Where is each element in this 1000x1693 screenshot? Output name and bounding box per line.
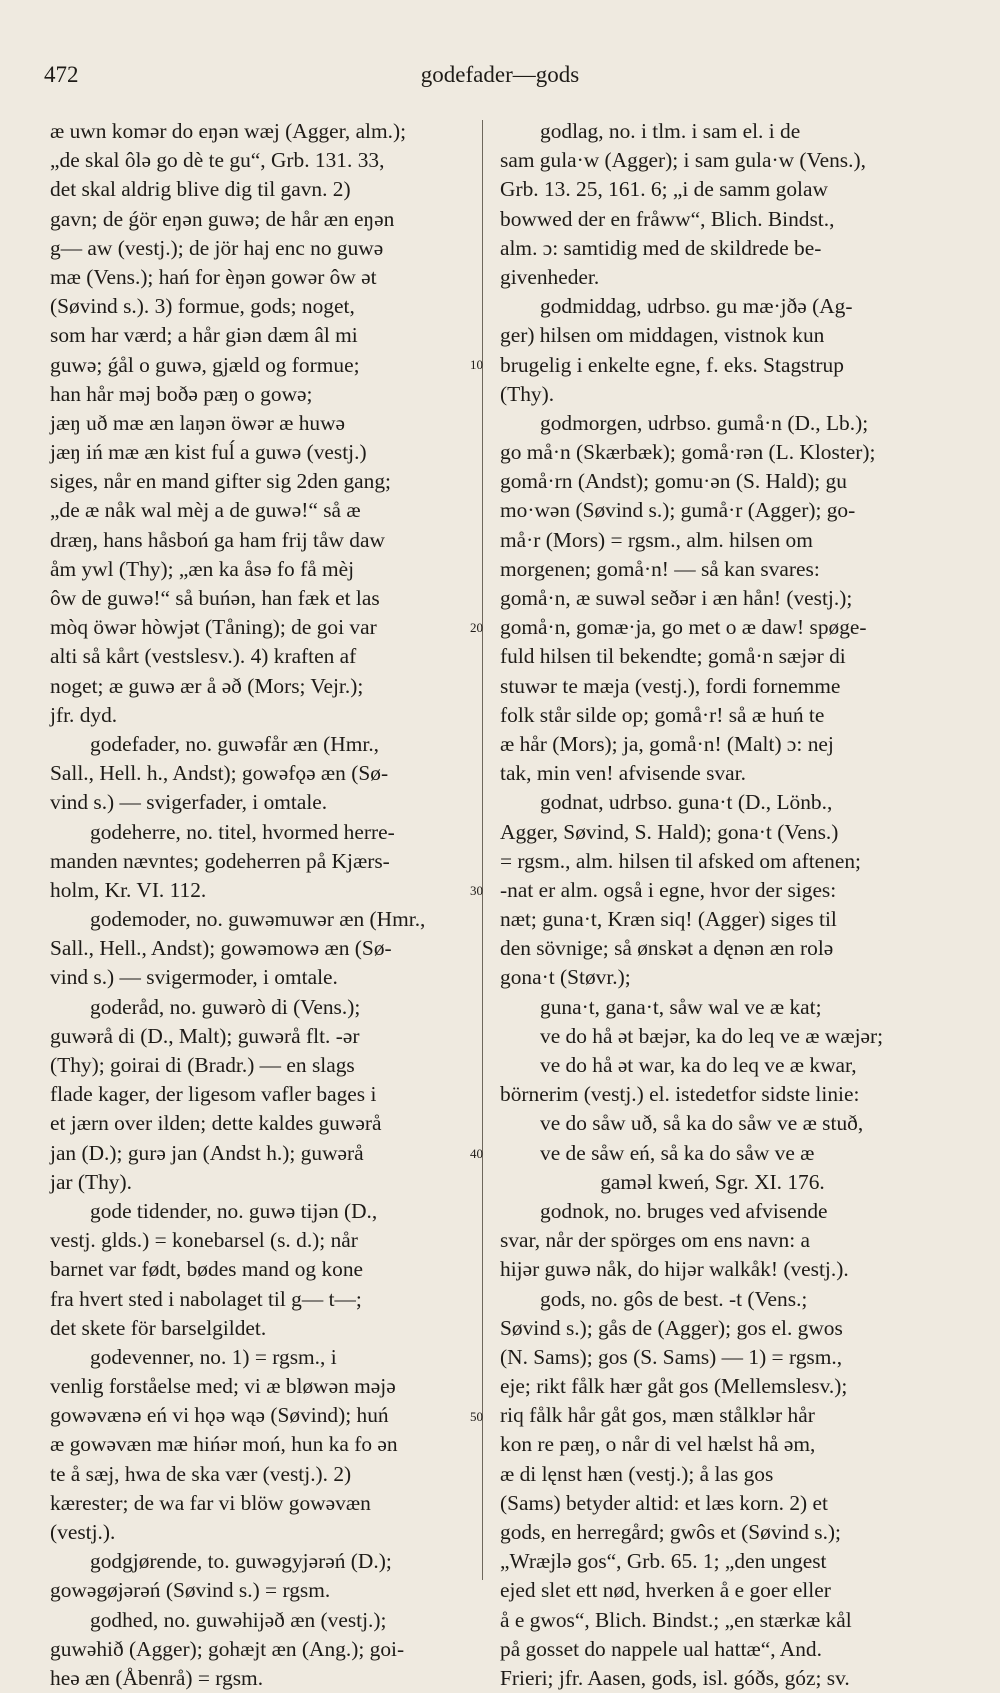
text-line: gods, no. gôs de best. -t (Vens.;: [540, 1286, 808, 1311]
text-line: hijər guwə nåk, do hijər walkåk! (vestj.).: [500, 1257, 849, 1282]
text-line: vestj. glds.) = konebarsel (s. d.); når: [50, 1228, 358, 1253]
text-line: godnok, no. bruges ved afvisende: [540, 1198, 828, 1223]
text-line: gaməl kweń, Sgr. XI. 176.: [600, 1169, 825, 1194]
text-line: dræŋ, hans håsboń ga ham frij tåw daw: [50, 527, 385, 552]
text-line: givenheder.: [500, 264, 600, 289]
text-line: siges, når en mand gifter sig 2den gang;: [50, 469, 391, 494]
text-line: godmiddag, udrbso. gu mæ·jðə (Ag-: [540, 294, 853, 319]
text-line: jar (Thy).: [50, 1169, 132, 1194]
text-line: barnet var født, bødes mand og kone: [50, 1257, 364, 1282]
text-line: vind s.) — svigerfader, i omtale.: [50, 790, 328, 815]
text-line: heə æn (Åbenrå) = rgsm.: [50, 1665, 264, 1690]
text-line: vind s.) — svigermoder, i omtale.: [50, 965, 338, 990]
text-line: næt; guna·t, Kræn siq! (Agger) siges til: [500, 907, 837, 932]
text-line: börnerim (vestj.) el. istedetfor sidste linie:: [500, 1082, 860, 1107]
text-line: goderåd, no. guwərò di (Vens.);: [90, 994, 361, 1019]
text-line: Søvind s.); gås de (Agger); gos el. gwos: [500, 1315, 843, 1340]
text-line: te å sæj, hwa de ska vær (vestj.). 2): [50, 1461, 352, 1486]
text-line: godlag, no. i tlm. i sam el. i de: [540, 119, 801, 143]
text-line: stuwər te mæja (vestj.), fordi fornemme: [500, 673, 841, 698]
text-line: gona·t (Støvr.);: [500, 965, 631, 990]
text-line: et jærn over ilden; dette kaldes guwərå: [50, 1111, 382, 1136]
text-line: det skal aldrig blive dig til gavn. 2): [50, 177, 351, 202]
text-line: æ uwn komər do eŋən wæj (Agger, alm.);: [50, 119, 407, 143]
text-line: ve do hå ət bæjər, ka do leq ve æ wæjər;: [540, 1023, 884, 1048]
text-line: jan (D.); gurə jan (Andst h.); guwərå: [50, 1140, 364, 1165]
text-line: kon re pæŋ, o når di vel hælst hå əm,: [500, 1432, 816, 1457]
text-line: guwə; ǵål o guwə, gjæld og formue;: [50, 352, 360, 377]
text-line: ve de såw eń, så ka do såw ve æ: [540, 1140, 815, 1165]
text-line: fuld hilsen til bekendte; gomå·n sæjər di: [500, 644, 846, 669]
line-number: 50: [470, 1409, 483, 1424]
right-column: [500, 117, 925, 1693]
text-line: g— aw (vestj.); de jör haj enc no guwə: [50, 235, 384, 260]
text-line: flade kager, der ligesom vafler bages i: [50, 1082, 377, 1107]
text-line: godevenner, no. 1) = rgsm., i: [90, 1344, 337, 1369]
text-line: (N. Sams); gos (S. Sams) — 1) = rgsm.,: [500, 1344, 843, 1369]
line-number: 20: [470, 620, 483, 635]
text-line: gowəgøjərəń (Søvind s.) = rgsm.: [50, 1578, 331, 1603]
text-line: bowwed der en fråww“, Blich. Bindst.,: [500, 206, 835, 231]
text-line: mæ (Vens.); hań for èŋən gowər ôw ət: [50, 264, 377, 289]
text-line: gode tidender, no. guwə tiјən (D.,: [90, 1198, 378, 1223]
text-line: (Sams) betyder altid: et læs korn. 2) et: [500, 1490, 828, 1515]
text-line: Grb. 13. 25, 161. 6; „i de samm golaw: [500, 177, 828, 202]
text-line: han hår məj boðə pæŋ o gowə;: [50, 381, 313, 406]
text-line: brugelig i enkelte egne, f. eks. Stagstrup: [500, 352, 844, 377]
text-line: „de skal ôlə go dè te gu“, Grb. 131. 33,: [50, 148, 385, 173]
text-line: gods, en herregård; gwôs et (Søvind s.);: [500, 1520, 841, 1544]
text-line: gowəvænə eń vi hǫə wąə (Søvind); huń: [50, 1403, 389, 1428]
line-number: 30: [470, 883, 483, 898]
text-line: godnat, udrbso. guna·t (D., Lönb.,: [540, 790, 833, 815]
text-line: jæŋ uð mæ æn laŋən öwər æ huwə: [50, 410, 346, 435]
text-line: gavn; de ǵör eŋən guwə; de hår æn eŋən: [50, 206, 395, 231]
column-divider: [482, 120, 483, 1580]
page-number: 472: [44, 62, 79, 87]
text-line: (Søvind s.). 3) formue, gods; noget,: [50, 294, 355, 319]
text-line: „de æ nåk wal mèj a de guwə!“ så æ: [50, 498, 361, 523]
text-line: kærester; de wa far vi blöw gowəvæn: [50, 1490, 371, 1515]
text-line: Sall., Hell. h., Andst); gowəfǫə æn (Sø-: [50, 761, 389, 786]
text-line: jæŋ iń mæ æn kist fuĺ a guwə (vestj.): [50, 440, 367, 465]
text-line: godeherre, no. titel, hvormed herre-: [90, 819, 395, 844]
text-line: folk står silde op; gomå·r! så æ huń te: [500, 702, 825, 727]
text-line: ôw de guwə!“ så buńən, han fæk et las: [50, 586, 380, 610]
text-line: mo·wən (Søvind s.); gumå·r (Agger); go-: [500, 498, 856, 523]
left-column: [50, 117, 468, 1693]
text-line: -nat er alm. også i egne, hvor der siges:: [500, 877, 837, 902]
page-header: [44, 62, 956, 96]
text-line: godgjørende, to. guwəgyjərəń (D.);: [90, 1549, 392, 1574]
text-line: godmorgen, udrbso. gumå·n (D., Lb.);: [540, 410, 869, 435]
text-line: ve do såw uð, så ka do såw ve æ stuð,: [540, 1111, 864, 1136]
line-number: 10: [470, 357, 483, 372]
text-line: guwəhið (Agger); gohæjt æn (Ang.); goi-: [50, 1636, 405, 1661]
text-line: morgenen; gomå·n! — så kan svares:: [500, 556, 820, 581]
text-line: æ hår (Mors); ja, gomå·n! (Malt) ɔ: nej: [500, 731, 834, 756]
text-line: holm, Kr. VI. 112.: [50, 877, 207, 902]
text-line: åm ywl (Thy); „æn ka åsə fo få mèj: [50, 556, 355, 581]
text-line: (Thy).: [500, 381, 555, 406]
text-line: (vestj.).: [50, 1520, 116, 1544]
line-number: 40: [470, 1146, 483, 1161]
text-line: jfr. dyd.: [50, 702, 118, 727]
text-line: Agger, Søvind, S. Hald); gona·t (Vens.): [500, 819, 839, 844]
text-line: ejed slet ett nød, hverken å e goer eller: [500, 1578, 831, 1603]
running-head: godefader—gods: [420, 62, 580, 87]
text-line: riq fålk hår gåt gos, mæn stålklər hår: [500, 1403, 815, 1428]
text-line: æ gowəvæn mæ hińər moń, hun ka fo ən: [50, 1432, 398, 1457]
text-line: fra hvert sted i nabolaget til g— t—;: [50, 1286, 362, 1311]
text-line: gomå·n, gomæ·ja, go met o æ daw! spøge-: [500, 615, 867, 640]
text-line: alti så kårt (vestslesv.). 4) kraften af: [50, 644, 357, 669]
text-line: Frieri; jfr. Aasen, gods, isl. góðs, góz; sv.: [500, 1665, 850, 1690]
text-line: ve do hå ət war, ka do leq ve æ kwar,: [540, 1053, 857, 1077]
text-line: godhed, no. guwəhiјəð æn (vestj.);: [90, 1607, 387, 1632]
text-line: Sall., Hell., Andst); gowəmowə æn (Sø-: [50, 936, 392, 961]
text-line: manden nævntes; godeherren på Kjærs-: [50, 848, 390, 873]
text-line: = rgsm., alm. hilsen til afsked om aftenen;: [500, 848, 861, 873]
text-line: (Thy); goirai di (Bradr.) — en slags: [50, 1053, 355, 1077]
text-line: godefader, no. guwəfår æn (Hmr.,: [90, 731, 380, 756]
text-line: som har værd; a hår giən dæm âl mi: [50, 323, 358, 348]
text-line: „Wræjlə gos“, Grb. 65. 1; „den ungest: [500, 1549, 827, 1574]
text-line: det skete för barselgildet.: [50, 1315, 267, 1340]
text-line: sam gula·w (Agger); i sam gula·w (Vens.),: [500, 148, 866, 173]
text-line: svar, når der spörges om ens navn: a: [500, 1228, 811, 1253]
text-line: gomå·n, æ suwəl seðər i æn hån! (vestj.);: [500, 586, 853, 610]
text-line: må·r (Mors) = rgsm., alm. hilsen om: [500, 527, 813, 552]
text-line: å e gwos“, Blich. Bindst.; „en stærkæ kål: [500, 1607, 852, 1632]
text-line: noget; æ guwə ær å əð (Mors; Vejr.);: [50, 673, 364, 698]
text-line: guna·t, gana·t, såw wal ve æ kat;: [540, 994, 822, 1019]
text-line: æ di lęnst hæn (vestj.); å las gos: [500, 1461, 774, 1486]
text-line: den sövnige; så ønskət a dęnən æn rolə: [500, 936, 834, 961]
text-line: godemoder, no. guwəmuwər æn (Hmr.,: [90, 907, 426, 932]
text-line: på gosset do nappele ual hattæ“, And.: [500, 1636, 822, 1661]
text-line: gomå·rn (Andst); gomu·ən (S. Hald); gu: [500, 469, 847, 494]
text-line: alm. ɔ: samtidig med de skildrede be-: [500, 235, 822, 260]
text-line: venlig forståelse med; vi æ bløwən məjə: [50, 1374, 396, 1399]
text-line: eje; rikt fålk hær gåt gos (Mellemslesv.);: [500, 1374, 848, 1399]
text-line: mòq öwər hòwjət (Tåning); de goi var: [50, 615, 377, 640]
text-line: ger) hilsen om middagen, vistnok kun: [500, 323, 825, 348]
text-line: guwərå di (D., Malt); guwərå flt. -ər: [50, 1023, 360, 1048]
text-line: go må·n (Skærbæk); gomå·rən (L. Kloster);: [500, 440, 876, 465]
text-line: tak, min ven! afvisende svar.: [500, 761, 746, 786]
